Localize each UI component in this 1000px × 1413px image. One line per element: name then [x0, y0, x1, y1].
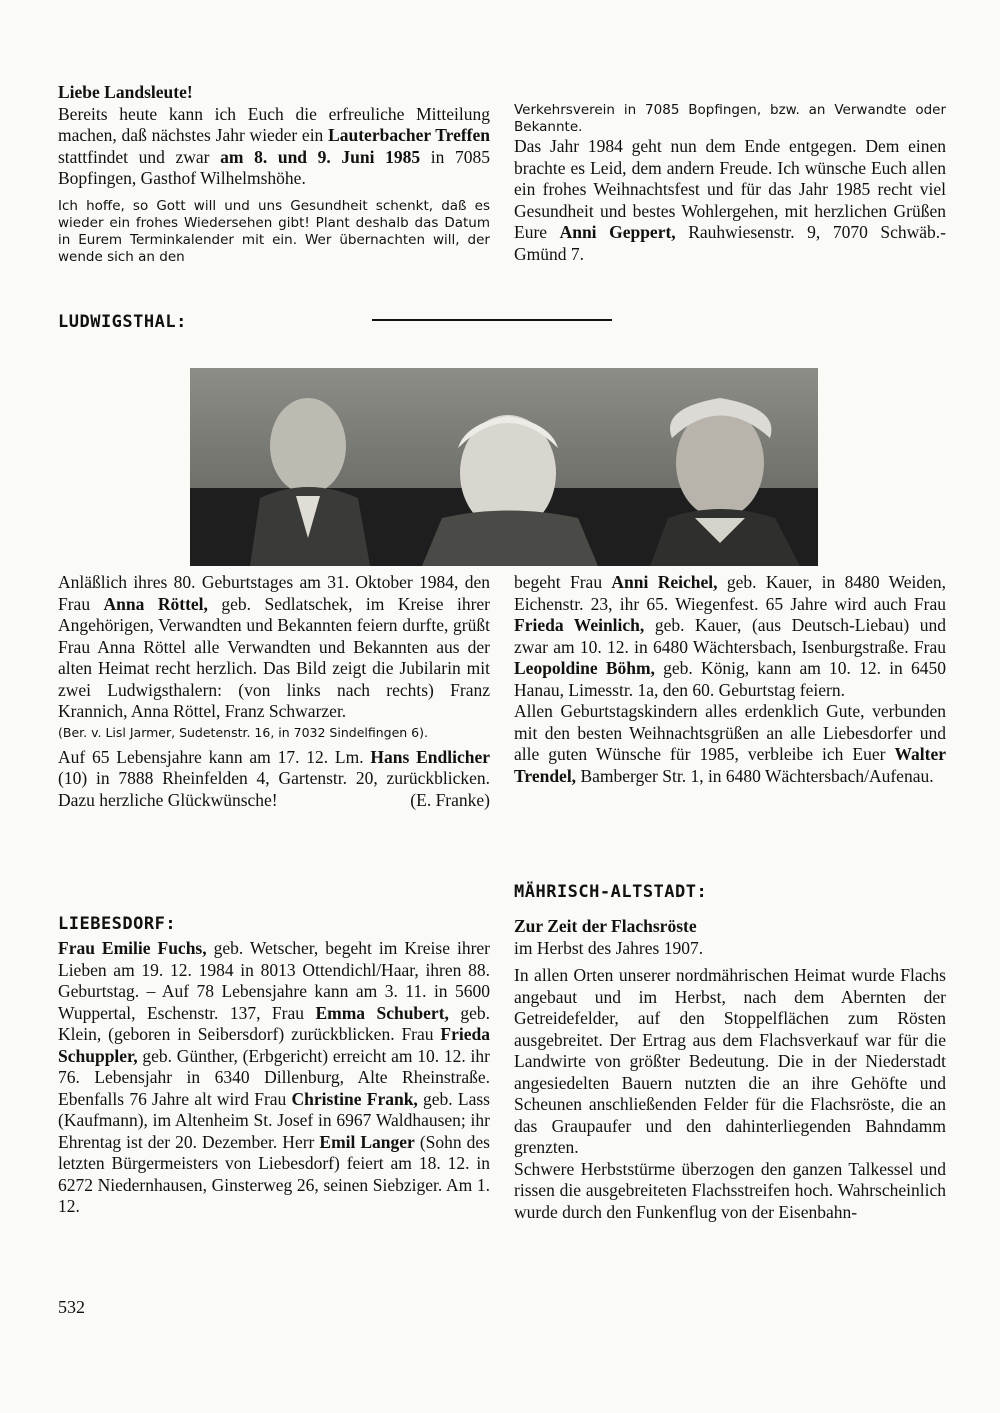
text-run: in 7085 Bopfingen, Gasthof Wilhelmshöhe.: [58, 146, 490, 188]
greeting: Liebe Landsleute!: [58, 82, 193, 102]
intro-note: Ich hoffe, so Gott will und uns Gesundheit schenkt, daß es wieder ein frohes Wiedersehen gibt! Plant deshalb das Datum in Eurem Terminkalender mit ein. Wer übernachten will, der wende sich an den: [58, 197, 490, 265]
article-paragraph-2: Schwere Herbststürme überzogen den ganzen Talkessel und rissen die ausgebreiteten Flachsstreifen hoch. Wahrscheinlich wurde durch den Funkenflug von der Eisenbahn-: [514, 1158, 946, 1222]
text-run: Anläßlich ihres 80. Geburtstages am 31. Oktober 1984, den Frau: [58, 572, 490, 614]
text-run: geb. Wetscher, begeht im Kreise ihrer Lieben am 19. 12. 1984 in 8013 Ottendichl/Haar, ihren 88. Geburtstag. – Auf 78 Lebensjahre kann am 3. 11. in 5600 Wuppertal, Eschenstr. 137, Frau: [58, 938, 491, 1023]
maehrisch-column: [514, 916, 946, 1223]
article-paragraph-1: In allen Orten unserer nordmährischen Heimat wurde Flachs angebaut und im Herbst, nach dem Abernten der Getreidefelder, auf den Stoppelflächen zum Rösten ausgebreitet. Der Ertrag aus dem Flachsverkauf war für die Landwirte von größter Bedeutung. Die in der Niederstadt angesiedelten Bauern nutzten die an ihre Gehöfte und Scheunen anschließenden Felder für die Flachsröste, die an das Graupaufer und den dahinterliegenden Bahndamm grenzten.: [514, 965, 946, 1157]
bold-name: Anna Röttel,: [103, 593, 208, 614]
photo-illustration: [190, 368, 818, 566]
text-run: geb. Kauer, (aus Deutsch-Liebau) und zwar am 10. 12. in 6480 Wächtersbach, Isenburgstraße. Frau: [514, 615, 946, 657]
text-run: geb. Sedlatschek, im Kreise ihrer Angehörigen, Verwandten und Bekannten feiern durfte, grüßt Frau Anna Röttel alle Verwandten und Bekannten aus der alten Heimat recht herzlich. Das Bild zeigt die Jubilarin mit zwei Ludwigsthalern: (von links nach rechts) Franz Krannich, Anna Röttel, Franz Schwarzer.: [58, 593, 491, 721]
text-run: geb. Klein, (geboren in Seibersdorf) zurückblicken. Frau: [58, 1002, 490, 1044]
text-run: geb. Günther, (Erbgericht) erreicht am 10. 12. ihr 76. Lebensjahr in 6340 Dillenburg, Alte Rheinstraße. Ebenfalls 76 Jahre alt wird Frau: [58, 1045, 490, 1109]
intro-right-note: Verkehrsverein in 7085 Bopfingen, bzw. an Verwandte oder Bekannte.: [514, 102, 946, 135]
intro-greeting-paragraph: [514, 136, 946, 265]
bold-name: Frieda Weinlich,: [514, 615, 645, 635]
intro-paragraph: [58, 104, 490, 190]
article-subtitle: Zur Zeit der Flachsröste: [514, 916, 697, 936]
group-photo: [190, 368, 818, 566]
text-run: (Sohn des letzten Bürgermeisters von Liebesdorf) feiert am 18. 12. in 6272 Niedernhausen, Ginsterweg 26, seinen Siebziger. Am 1. 12.: [58, 1131, 490, 1216]
text-run: Allen Geburtstagskindern alles erdenklich Gute, verbunden mit den besten Weihnachtsgrüßen an alle Liebesdorfer und alle guten Wünsche für 1985, verbleibe ich Euer: [514, 701, 946, 764]
bold-name: Frieda Schuppler,: [58, 1024, 490, 1066]
left-column: [58, 572, 490, 811]
birthday-continued-paragraph: [514, 572, 946, 701]
liebesdorf-paragraph: [58, 938, 490, 1218]
text-run: geb. König, kann am 10. 12. in 6450 Hanau, Limesstr. 1a, den 60. Geburtstag feiern.: [514, 658, 946, 700]
greetings-paragraph: [514, 701, 946, 787]
text-run: stattfindet und zwar: [58, 146, 221, 167]
text-run: Das Jahr 1984 geht nun dem Ende entgegen. Dem einen brachte es Leid, dem andern Freude. Ich wünsche Euch allen ein frohes Weihnachtsfest und für das Jahr 1985 recht viel Gesundheit und bestes Wohlergehen, mit herzlichen Grüßen Eure: [514, 136, 946, 242]
report-credit: (Ber. v. Lisl Jarmer, Sudetenstr. 16, in 7032 Sindelfingen 6).: [58, 724, 428, 740]
bold-name: Anni Geppert,: [559, 222, 676, 242]
ludwigsthal-paragraph: [58, 572, 490, 723]
bold-name: Christine Frank,: [291, 1088, 418, 1109]
text-run: Bamberger Str. 1, in 6480 Wächtersbach/Aufenau.: [576, 765, 934, 786]
bold-name: Emil Langer: [319, 1131, 415, 1152]
text-run: Auf 65 Lebensjahre kann am 17. 12. Lm.: [58, 746, 371, 767]
liebesdorf-column: [58, 938, 490, 1218]
text-run: (10) in 7888 Rheinfelden 4, Gartenstr. 20, zurückblicken. Dazu herzliche Glückwünsche!: [58, 768, 490, 810]
bold-name: Hans Endlicher: [370, 746, 490, 767]
signature: (E. Franke): [410, 789, 490, 810]
right-column: [514, 572, 946, 787]
intro-left-column: [58, 82, 490, 266]
text-run: geb. Lass (Kaufmann), im Altenheim St. Josef in 6967 Waldhausen; ihr Ehrentag ist der 20. Dezember. Herr: [58, 1088, 490, 1152]
bold-name: Frau Emilie Fuchs,: [58, 938, 207, 958]
bold-name: Anni Reichel,: [611, 572, 718, 592]
section-heading-ludwigsthal: LUDWIGSTHAL:: [58, 312, 187, 332]
bold-name: Walter Trendel,: [514, 744, 946, 786]
bold-name: Lauterbacher Treffen: [328, 125, 490, 145]
intro-right-column: [514, 102, 946, 265]
text-run: Rauhwiesenstr. 9, 7070 Schwäb.-Gmünd 7.: [514, 222, 946, 264]
text-run: Bereits heute kann ich Euch die erfreuliche Mitteilung machen, daß nächstes Jahr wieder ein: [58, 103, 490, 145]
bold-name: am 8. und 9. Juni 1985: [220, 146, 421, 167]
bold-name: Leopoldine Böhm,: [514, 658, 655, 678]
section-heading-maehrisch-altstadt: MÄHRISCH-ALTSTADT:: [514, 882, 708, 902]
text-run: begeht Frau: [514, 572, 612, 592]
text-run: geb. Kauer, in 8480 Weiden, Eichenstr. 23, ihr 65. Wiegenfest. 65 Jahre wird auch Frau: [514, 572, 946, 614]
article-subtitle-date: im Herbst des Jahres 1907.: [514, 937, 704, 958]
section-heading-liebesdorf: LIEBESDORF:: [58, 914, 177, 934]
page-number: 532: [58, 1297, 85, 1317]
bold-name: Emma Schubert,: [315, 1002, 449, 1023]
heading-rule: [372, 319, 612, 321]
